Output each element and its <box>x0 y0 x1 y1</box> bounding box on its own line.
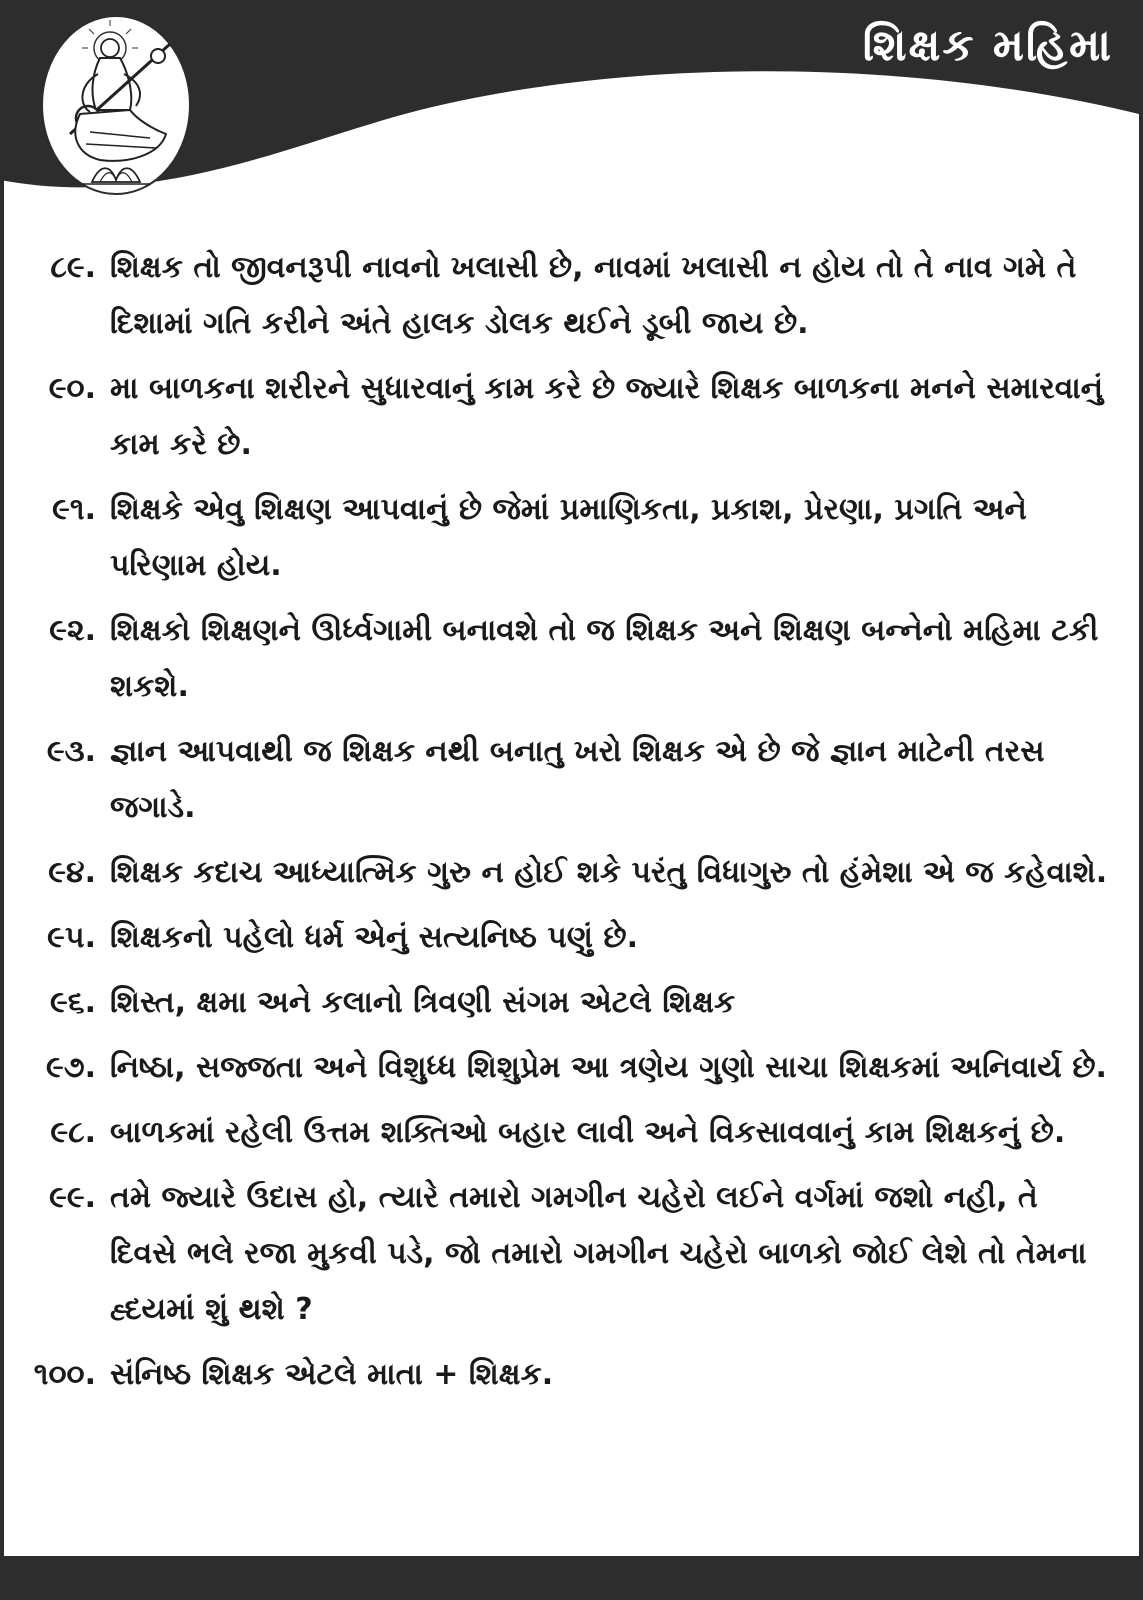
item-number: ૧૦૦. <box>33 1357 96 1392</box>
item-number: ૯૪. <box>48 855 96 890</box>
item-text: શિક્ષકે એવુ શિક્ષણ આપવાનું છે જેમાં પ્રમાણિકતા, પ્રકાશ, પ્રેરણા, પ્રગતિ અને પરિણામ હોય. <box>110 492 1027 583</box>
list-item <box>14 845 1114 901</box>
frame-right <box>1139 0 1143 1600</box>
page-title: શિક્ષક મહિમા <box>862 20 1113 71</box>
item-number: ૯૬. <box>50 985 96 1020</box>
item-text: સંનિષ્ઠ શિક્ષક એટલે માતા + શિક્ષક. <box>110 1357 554 1392</box>
item-text: જ્ઞાન આપવાથી જ શિક્ષક નથી બનાતુ ખરો શિક્ષક એ છે જે જ્ઞાન માટેની તરસ જગાડે. <box>110 734 1045 825</box>
list-item <box>14 975 1114 1031</box>
list-item <box>14 240 1114 352</box>
frame-top <box>0 0 1143 4</box>
item-text: મા બાળકના શરીરને સુધારવાનું કામ કરે છે જ્યારે શિક્ષક બાળકના મનને સમારવાનું કામ કરે છે. <box>110 371 1104 462</box>
item-number: ૯૫. <box>47 920 96 955</box>
item-text: શિક્ષકો શિક્ષણને ઊર્ધ્વગામી બનાવશે તો જ શિક્ષક અને શિક્ષણ બન્નેનો મહિમા ટકી શકશે. <box>110 613 1099 704</box>
saraswati-emblem-icon <box>40 14 192 196</box>
item-number: ૯૩. <box>46 734 96 769</box>
list-item <box>14 603 1114 715</box>
item-text: બાળકમાં રહેલી ઉત્તમ શક્તિઓ બહાર લાવી અને વિકસાવવાનું કામ શિક્ષકનું છે. <box>110 1115 1066 1150</box>
item-number: ૯૨. <box>49 613 96 648</box>
list-item <box>14 1170 1114 1338</box>
item-text: શિક્ષક કદાચ આધ્યાત્મિક ગુરુ ન હોઈ શકે પરંતુ વિધાગુરુ તો હંમેશા એ જ કહેવાશે. <box>110 855 1108 890</box>
frame-left <box>0 0 4 1600</box>
item-number: ૯૮. <box>50 1115 96 1150</box>
list-item <box>14 482 1114 594</box>
item-text: નિષ્ઠા, સજ્જતા અને વિશુધ્ધ શિશુપ્રેમ આ ત્રણેય ગુણો સાચા શિક્ષકમાં અનિવાર્ય છે. <box>110 1050 1107 1085</box>
item-number: ૯૧. <box>52 492 96 527</box>
list-item <box>14 1347 1114 1403</box>
list-item <box>14 910 1114 966</box>
list-item <box>14 724 1114 836</box>
item-text: શિસ્ત, ક્ષમા અને કલાનો ત્રિવણી સંગમ એટલે શિક્ષક <box>110 985 736 1020</box>
item-number: ૯૦. <box>48 371 96 406</box>
item-text: તમે જ્યારે ઉદાસ હો, ત્યારે તમારો ગમગીન ચહેરો લઈને વર્ગમાં જશો નહી, તે દિવસે ભલે રજા મુકવી પડે, જો તમારો ગમગીન ચહેરો બાળકો જોઈ લેશે તો તેમના હ્દયમાં શું થશે ? <box>110 1180 1087 1327</box>
item-number: ૮૯. <box>50 250 96 285</box>
footer-band <box>0 1556 1143 1600</box>
list-item <box>14 1105 1114 1161</box>
item-number: ૯૭. <box>45 1050 96 1085</box>
list-item <box>14 361 1114 473</box>
item-text: શિક્ષક તો જીવનરૂપી નાવનો ખલાસી છે, નાવમાં ખલાસી ન હોય તો તે નાવ ગમે તે દિશામાં ગતિ કરીને અંતે હાલક ડોલક થઈને ડૂબી જાય છે. <box>110 250 1077 341</box>
list-item <box>14 1040 1114 1096</box>
item-number: ૯૯. <box>49 1180 96 1215</box>
item-text: શિક્ષકનો પહેલો ધર્મ એનું સત્યનિષ્ઠ પણું છે. <box>110 920 638 955</box>
quotes-list <box>14 240 1114 1412</box>
